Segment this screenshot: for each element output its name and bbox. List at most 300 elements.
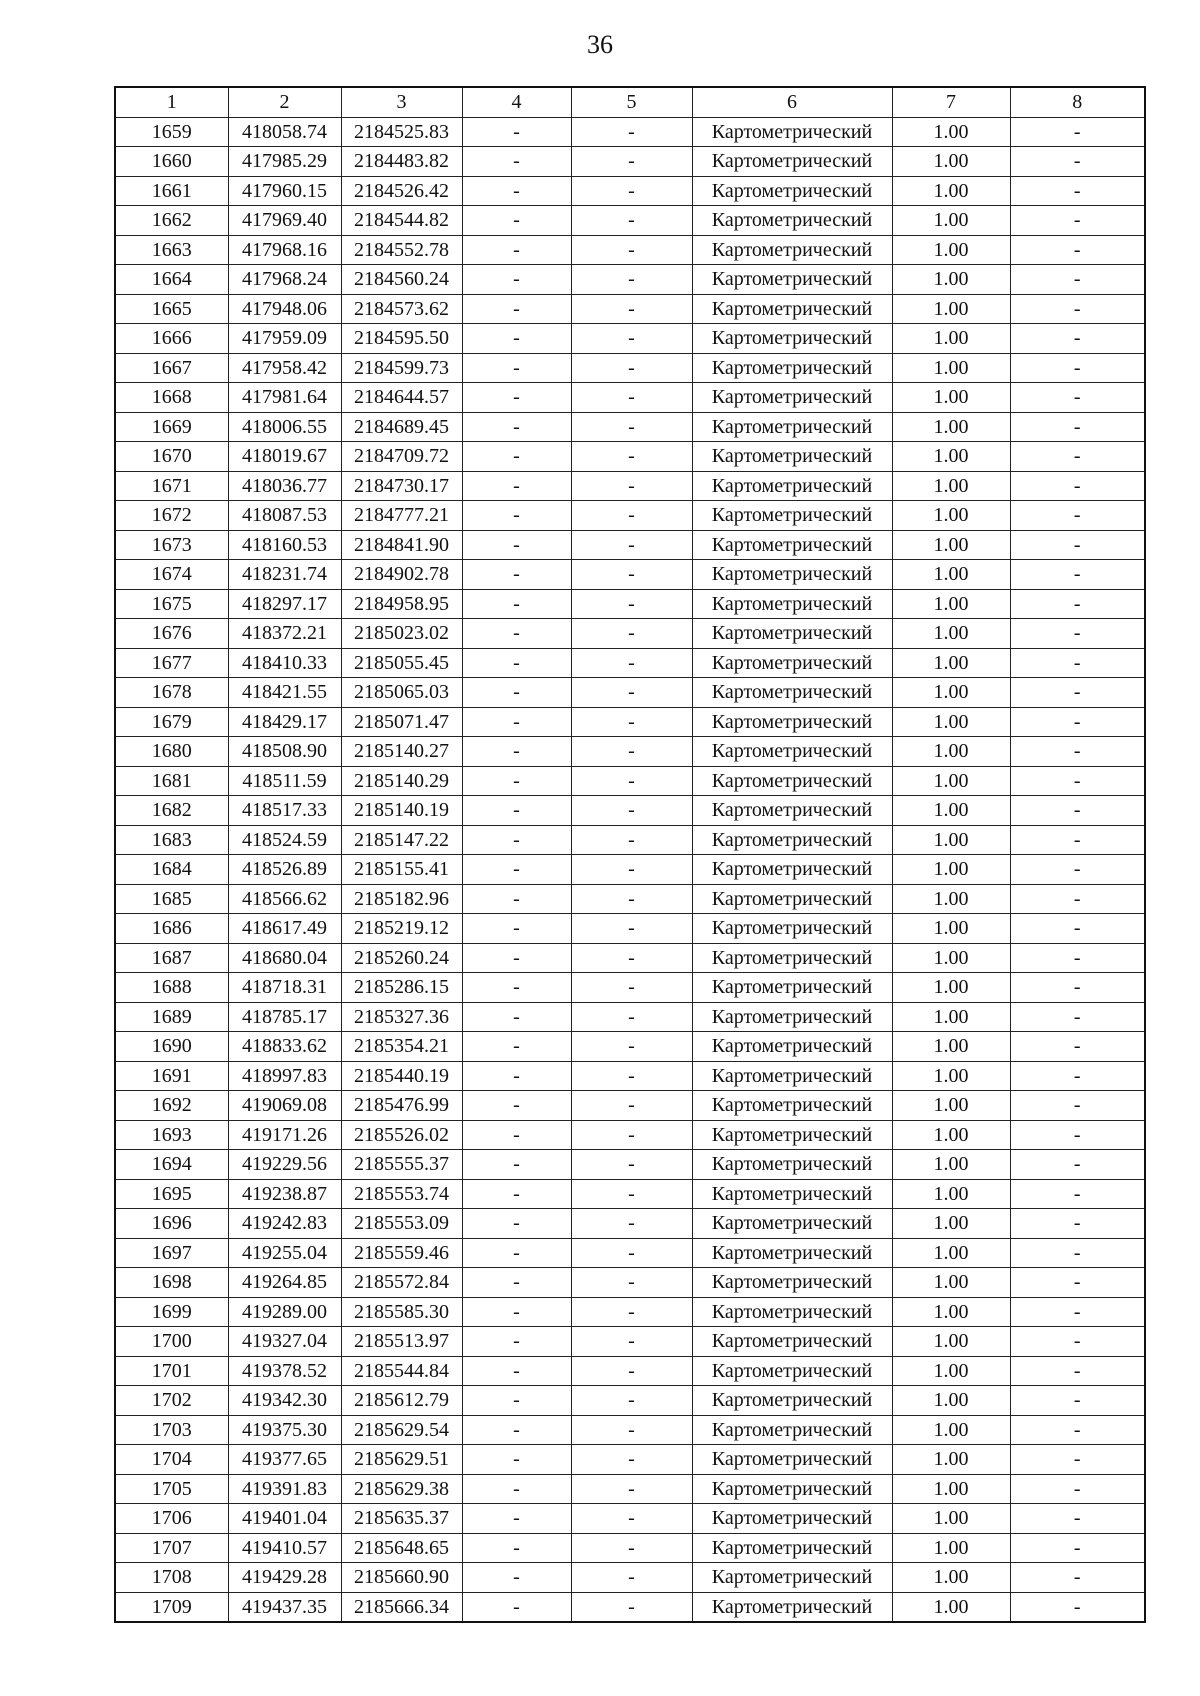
col8-cell: -: [1010, 1091, 1145, 1121]
col4-cell: -: [462, 117, 571, 147]
table-row: [115, 265, 1145, 295]
col4-cell: -: [462, 1002, 571, 1032]
point-number-cell: 1667: [115, 353, 228, 383]
method-cell: Картометрический: [692, 560, 892, 590]
point-number-cell: 1698: [115, 1268, 228, 1298]
y-coordinate-cell: 2184689.45: [341, 412, 462, 442]
point-number-cell: 1709: [115, 1592, 228, 1622]
col5-cell: -: [571, 1533, 692, 1563]
table-row: [115, 1386, 1145, 1416]
col4-cell: -: [462, 1238, 571, 1268]
header-cell: 3: [341, 87, 462, 117]
point-number-cell: 1678: [115, 678, 228, 708]
col8-cell: -: [1010, 1563, 1145, 1593]
point-number-cell: 1665: [115, 294, 228, 324]
point-number-cell: 1696: [115, 1209, 228, 1239]
point-number-cell: 1703: [115, 1415, 228, 1445]
method-cell: Картометрический: [692, 1002, 892, 1032]
table-row: [115, 383, 1145, 413]
col5-cell: -: [571, 1445, 692, 1475]
x-coordinate-cell: 419238.87: [228, 1179, 341, 1209]
col8-cell: -: [1010, 707, 1145, 737]
y-coordinate-cell: 2185635.37: [341, 1504, 462, 1534]
accuracy-cell: 1.00: [892, 1032, 1010, 1062]
method-cell: Картометрический: [692, 1563, 892, 1593]
table-row: [115, 1533, 1145, 1563]
x-coordinate-cell: 418087.53: [228, 501, 341, 531]
x-coordinate-cell: 418036.77: [228, 471, 341, 501]
col5-cell: -: [571, 1386, 692, 1416]
col5-cell: -: [571, 1002, 692, 1032]
x-coordinate-cell: 417969.40: [228, 206, 341, 236]
x-coordinate-cell: 418997.83: [228, 1061, 341, 1091]
table-row: [115, 1179, 1145, 1209]
table-row: [115, 1563, 1145, 1593]
col8-cell: -: [1010, 471, 1145, 501]
method-cell: Картометрический: [692, 147, 892, 177]
point-number-cell: 1670: [115, 442, 228, 472]
method-cell: Картометрический: [692, 1356, 892, 1386]
accuracy-cell: 1.00: [892, 884, 1010, 914]
x-coordinate-cell: 418508.90: [228, 737, 341, 767]
col5-cell: -: [571, 737, 692, 767]
table-row: [115, 884, 1145, 914]
col8-cell: -: [1010, 737, 1145, 767]
table-row: [115, 294, 1145, 324]
method-cell: Картометрический: [692, 1533, 892, 1563]
method-cell: Картометрический: [692, 1150, 892, 1180]
point-number-cell: 1688: [115, 973, 228, 1003]
col5-cell: -: [571, 1209, 692, 1239]
y-coordinate-cell: 2185354.21: [341, 1032, 462, 1062]
accuracy-cell: 1.00: [892, 1356, 1010, 1386]
point-number-cell: 1684: [115, 855, 228, 885]
x-coordinate-cell: 418429.17: [228, 707, 341, 737]
point-number-cell: 1675: [115, 589, 228, 619]
col5-cell: -: [571, 1563, 692, 1593]
col8-cell: -: [1010, 943, 1145, 973]
col8-cell: -: [1010, 766, 1145, 796]
col8-cell: -: [1010, 1061, 1145, 1091]
col4-cell: -: [462, 1474, 571, 1504]
method-cell: Картометрический: [692, 235, 892, 265]
y-coordinate-cell: 2185219.12: [341, 914, 462, 944]
col4-cell: -: [462, 825, 571, 855]
col8-cell: -: [1010, 1238, 1145, 1268]
x-coordinate-cell: 418526.89: [228, 855, 341, 885]
col8-cell: -: [1010, 1268, 1145, 1298]
accuracy-cell: 1.00: [892, 1120, 1010, 1150]
col5-cell: -: [571, 825, 692, 855]
point-number-cell: 1669: [115, 412, 228, 442]
y-coordinate-cell: 2185071.47: [341, 707, 462, 737]
y-coordinate-cell: 2185660.90: [341, 1563, 462, 1593]
accuracy-cell: 1.00: [892, 1268, 1010, 1298]
method-cell: Картометрический: [692, 855, 892, 885]
accuracy-cell: 1.00: [892, 914, 1010, 944]
page-number: 36: [587, 30, 613, 59]
col5-cell: -: [571, 1150, 692, 1180]
table-row: [115, 1297, 1145, 1327]
col5-cell: -: [571, 973, 692, 1003]
accuracy-cell: 1.00: [892, 737, 1010, 767]
col4-cell: -: [462, 648, 571, 678]
col8-cell: -: [1010, 294, 1145, 324]
method-cell: Картометрический: [692, 1032, 892, 1062]
col8-cell: -: [1010, 796, 1145, 826]
accuracy-cell: 1.00: [892, 294, 1010, 324]
accuracy-cell: 1.00: [892, 383, 1010, 413]
header-cell: 5: [571, 87, 692, 117]
table-row: [115, 678, 1145, 708]
method-cell: Картометрический: [692, 943, 892, 973]
table-row: [115, 1415, 1145, 1445]
table-row: [115, 353, 1145, 383]
accuracy-cell: 1.00: [892, 825, 1010, 855]
col4-cell: -: [462, 914, 571, 944]
table-row: [115, 1150, 1145, 1180]
col4-cell: -: [462, 265, 571, 295]
point-number-cell: 1663: [115, 235, 228, 265]
y-coordinate-cell: 2185559.46: [341, 1238, 462, 1268]
point-number-cell: 1681: [115, 766, 228, 796]
table-row: [115, 914, 1145, 944]
col4-cell: -: [462, 1563, 571, 1593]
method-cell: Картометрический: [692, 1179, 892, 1209]
y-coordinate-cell: 2184644.57: [341, 383, 462, 413]
method-cell: Картометрический: [692, 1327, 892, 1357]
col5-cell: -: [571, 383, 692, 413]
col8-cell: -: [1010, 412, 1145, 442]
point-number-cell: 1700: [115, 1327, 228, 1357]
x-coordinate-cell: 419342.30: [228, 1386, 341, 1416]
x-coordinate-cell: 418058.74: [228, 117, 341, 147]
col4-cell: -: [462, 1091, 571, 1121]
x-coordinate-cell: 419391.83: [228, 1474, 341, 1504]
col5-cell: -: [571, 294, 692, 324]
x-coordinate-cell: 419429.28: [228, 1563, 341, 1593]
col8-cell: -: [1010, 1474, 1145, 1504]
accuracy-cell: 1.00: [892, 1091, 1010, 1121]
col4-cell: -: [462, 1415, 571, 1445]
point-number-cell: 1702: [115, 1386, 228, 1416]
col5-cell: -: [571, 471, 692, 501]
x-coordinate-cell: 419410.57: [228, 1533, 341, 1563]
table-row: [115, 442, 1145, 472]
col5-cell: -: [571, 1504, 692, 1534]
col4-cell: -: [462, 1592, 571, 1622]
col8-cell: -: [1010, 1504, 1145, 1534]
table-row: [115, 707, 1145, 737]
table-row: [115, 235, 1145, 265]
col4-cell: -: [462, 1356, 571, 1386]
method-cell: Картометрический: [692, 1268, 892, 1298]
x-coordinate-cell: 419264.85: [228, 1268, 341, 1298]
x-coordinate-cell: 418833.62: [228, 1032, 341, 1062]
y-coordinate-cell: 2185140.27: [341, 737, 462, 767]
table-row: [115, 1474, 1145, 1504]
col4-cell: -: [462, 855, 571, 885]
point-number-cell: 1682: [115, 796, 228, 826]
col8-cell: -: [1010, 1533, 1145, 1563]
method-cell: Картометрический: [692, 1061, 892, 1091]
table-row: [115, 1268, 1145, 1298]
col5-cell: -: [571, 412, 692, 442]
point-number-cell: 1697: [115, 1238, 228, 1268]
point-number-cell: 1691: [115, 1061, 228, 1091]
point-number-cell: 1662: [115, 206, 228, 236]
method-cell: Картометрический: [692, 766, 892, 796]
y-coordinate-cell: 2185612.79: [341, 1386, 462, 1416]
accuracy-cell: 1.00: [892, 796, 1010, 826]
method-cell: Картометрический: [692, 353, 892, 383]
x-coordinate-cell: 419375.30: [228, 1415, 341, 1445]
x-coordinate-cell: 419229.56: [228, 1150, 341, 1180]
header-cell: 2: [228, 87, 341, 117]
y-coordinate-cell: 2185526.02: [341, 1120, 462, 1150]
table-row: [115, 206, 1145, 236]
table-row: [115, 766, 1145, 796]
col5-cell: -: [571, 1238, 692, 1268]
col5-cell: -: [571, 1415, 692, 1445]
col4-cell: -: [462, 678, 571, 708]
y-coordinate-cell: 2185182.96: [341, 884, 462, 914]
x-coordinate-cell: 419069.08: [228, 1091, 341, 1121]
method-cell: Картометрический: [692, 1504, 892, 1534]
y-coordinate-cell: 2185286.15: [341, 973, 462, 1003]
accuracy-cell: 1.00: [892, 707, 1010, 737]
y-coordinate-cell: 2185055.45: [341, 648, 462, 678]
accuracy-cell: 1.00: [892, 1533, 1010, 1563]
col4-cell: -: [462, 1032, 571, 1062]
table-row: [115, 1002, 1145, 1032]
x-coordinate-cell: 418680.04: [228, 943, 341, 973]
table-row: [115, 117, 1145, 147]
accuracy-cell: 1.00: [892, 943, 1010, 973]
col4-cell: -: [462, 884, 571, 914]
x-coordinate-cell: 419171.26: [228, 1120, 341, 1150]
x-coordinate-cell: 418019.67: [228, 442, 341, 472]
method-cell: Картометрический: [692, 265, 892, 295]
accuracy-cell: 1.00: [892, 766, 1010, 796]
accuracy-cell: 1.00: [892, 353, 1010, 383]
accuracy-cell: 1.00: [892, 530, 1010, 560]
col4-cell: -: [462, 324, 571, 354]
method-cell: Картометрический: [692, 117, 892, 147]
point-number-cell: 1701: [115, 1356, 228, 1386]
y-coordinate-cell: 2184552.78: [341, 235, 462, 265]
x-coordinate-cell: 417981.64: [228, 383, 341, 413]
header-cell: 6: [692, 87, 892, 117]
col4-cell: -: [462, 1533, 571, 1563]
method-cell: Картометрический: [692, 1120, 892, 1150]
accuracy-cell: 1.00: [892, 678, 1010, 708]
y-coordinate-cell: 2184709.72: [341, 442, 462, 472]
col5-cell: -: [571, 1474, 692, 1504]
col8-cell: -: [1010, 855, 1145, 885]
point-number-cell: 1689: [115, 1002, 228, 1032]
y-coordinate-cell: 2185513.97: [341, 1327, 462, 1357]
y-coordinate-cell: 2185629.54: [341, 1415, 462, 1445]
col8-cell: -: [1010, 914, 1145, 944]
y-coordinate-cell: 2185629.51: [341, 1445, 462, 1475]
y-coordinate-cell: 2185147.22: [341, 825, 462, 855]
accuracy-cell: 1.00: [892, 501, 1010, 531]
accuracy-cell: 1.00: [892, 1592, 1010, 1622]
x-coordinate-cell: 418410.33: [228, 648, 341, 678]
col8-cell: -: [1010, 206, 1145, 236]
y-coordinate-cell: 2184526.42: [341, 176, 462, 206]
x-coordinate-cell: 418421.55: [228, 678, 341, 708]
point-number-cell: 1683: [115, 825, 228, 855]
y-coordinate-cell: 2184599.73: [341, 353, 462, 383]
accuracy-cell: 1.00: [892, 265, 1010, 295]
col4-cell: -: [462, 589, 571, 619]
accuracy-cell: 1.00: [892, 1563, 1010, 1593]
y-coordinate-cell: 2184841.90: [341, 530, 462, 560]
col8-cell: -: [1010, 1209, 1145, 1239]
method-cell: Картометрический: [692, 412, 892, 442]
method-cell: Картометрический: [692, 1592, 892, 1622]
point-number-cell: 1705: [115, 1474, 228, 1504]
col5-cell: -: [571, 1061, 692, 1091]
col5-cell: -: [571, 1592, 692, 1622]
col4-cell: -: [462, 1386, 571, 1416]
method-cell: Картометрический: [692, 1474, 892, 1504]
col8-cell: -: [1010, 884, 1145, 914]
point-number-cell: 1695: [115, 1179, 228, 1209]
method-cell: Картометрический: [692, 442, 892, 472]
y-coordinate-cell: 2184560.24: [341, 265, 462, 295]
method-cell: Картометрический: [692, 501, 892, 531]
table-row: [115, 1504, 1145, 1534]
accuracy-cell: 1.00: [892, 147, 1010, 177]
accuracy-cell: 1.00: [892, 1238, 1010, 1268]
col5-cell: -: [571, 206, 692, 236]
method-cell: Картометрический: [692, 206, 892, 236]
col4-cell: -: [462, 471, 571, 501]
x-coordinate-cell: 419437.35: [228, 1592, 341, 1622]
x-coordinate-cell: 417968.16: [228, 235, 341, 265]
col4-cell: -: [462, 530, 571, 560]
method-cell: Картометрический: [692, 825, 892, 855]
x-coordinate-cell: 418785.17: [228, 1002, 341, 1032]
method-cell: Картометрический: [692, 1091, 892, 1121]
point-number-cell: 1679: [115, 707, 228, 737]
point-number-cell: 1685: [115, 884, 228, 914]
point-number-cell: 1692: [115, 1091, 228, 1121]
col4-cell: -: [462, 1445, 571, 1475]
method-cell: Картометрический: [692, 973, 892, 1003]
x-coordinate-cell: 419289.00: [228, 1297, 341, 1327]
point-number-cell: 1690: [115, 1032, 228, 1062]
col8-cell: -: [1010, 383, 1145, 413]
method-cell: Картометрический: [692, 383, 892, 413]
accuracy-cell: 1.00: [892, 324, 1010, 354]
y-coordinate-cell: 2185023.02: [341, 619, 462, 649]
accuracy-cell: 1.00: [892, 1179, 1010, 1209]
accuracy-cell: 1.00: [892, 619, 1010, 649]
y-coordinate-cell: 2184595.50: [341, 324, 462, 354]
col5-cell: -: [571, 943, 692, 973]
col4-cell: -: [462, 943, 571, 973]
col4-cell: -: [462, 1327, 571, 1357]
col8-cell: -: [1010, 501, 1145, 531]
col4-cell: -: [462, 796, 571, 826]
x-coordinate-cell: 417960.15: [228, 176, 341, 206]
x-coordinate-cell: 417959.09: [228, 324, 341, 354]
col5-cell: -: [571, 265, 692, 295]
table-row: [115, 1356, 1145, 1386]
col5-cell: -: [571, 1268, 692, 1298]
y-coordinate-cell: 2185260.24: [341, 943, 462, 973]
col5-cell: -: [571, 1091, 692, 1121]
table-row: [115, 1032, 1145, 1062]
x-coordinate-cell: 418617.49: [228, 914, 341, 944]
header-cell: 8: [1010, 87, 1145, 117]
col5-cell: -: [571, 324, 692, 354]
col5-cell: -: [571, 914, 692, 944]
col5-cell: -: [571, 353, 692, 383]
y-coordinate-cell: 2185140.19: [341, 796, 462, 826]
accuracy-cell: 1.00: [892, 1445, 1010, 1475]
y-coordinate-cell: 2185155.41: [341, 855, 462, 885]
table-row: [115, 324, 1145, 354]
col5-cell: -: [571, 884, 692, 914]
point-number-cell: 1661: [115, 176, 228, 206]
point-number-cell: 1693: [115, 1120, 228, 1150]
table-row: [115, 1445, 1145, 1475]
y-coordinate-cell: 2185572.84: [341, 1268, 462, 1298]
table-row: [115, 1327, 1145, 1357]
x-coordinate-cell: 418006.55: [228, 412, 341, 442]
point-number-cell: 1664: [115, 265, 228, 295]
point-number-cell: 1674: [115, 560, 228, 590]
col5-cell: -: [571, 117, 692, 147]
y-coordinate-cell: 2184544.82: [341, 206, 462, 236]
col8-cell: -: [1010, 1356, 1145, 1386]
method-cell: Картометрический: [692, 678, 892, 708]
col4-cell: -: [462, 206, 571, 236]
header-cell: 4: [462, 87, 571, 117]
point-number-cell: 1659: [115, 117, 228, 147]
accuracy-cell: 1.00: [892, 1327, 1010, 1357]
x-coordinate-cell: 417948.06: [228, 294, 341, 324]
col8-cell: -: [1010, 117, 1145, 147]
method-cell: Картометрический: [692, 914, 892, 944]
y-coordinate-cell: 2185327.36: [341, 1002, 462, 1032]
method-cell: Картометрический: [692, 176, 892, 206]
point-number-cell: 1666: [115, 324, 228, 354]
col4-cell: -: [462, 619, 571, 649]
y-coordinate-cell: 2184777.21: [341, 501, 462, 531]
col8-cell: -: [1010, 442, 1145, 472]
col8-cell: -: [1010, 530, 1145, 560]
col4-cell: -: [462, 973, 571, 1003]
method-cell: Картометрический: [692, 796, 892, 826]
col8-cell: -: [1010, 1179, 1145, 1209]
method-cell: Картометрический: [692, 530, 892, 560]
point-number-cell: 1707: [115, 1533, 228, 1563]
col4-cell: -: [462, 412, 571, 442]
x-coordinate-cell: 418718.31: [228, 973, 341, 1003]
col4-cell: -: [462, 442, 571, 472]
accuracy-cell: 1.00: [892, 648, 1010, 678]
col4-cell: -: [462, 383, 571, 413]
accuracy-cell: 1.00: [892, 1386, 1010, 1416]
col8-cell: -: [1010, 678, 1145, 708]
x-coordinate-cell: 418297.17: [228, 589, 341, 619]
